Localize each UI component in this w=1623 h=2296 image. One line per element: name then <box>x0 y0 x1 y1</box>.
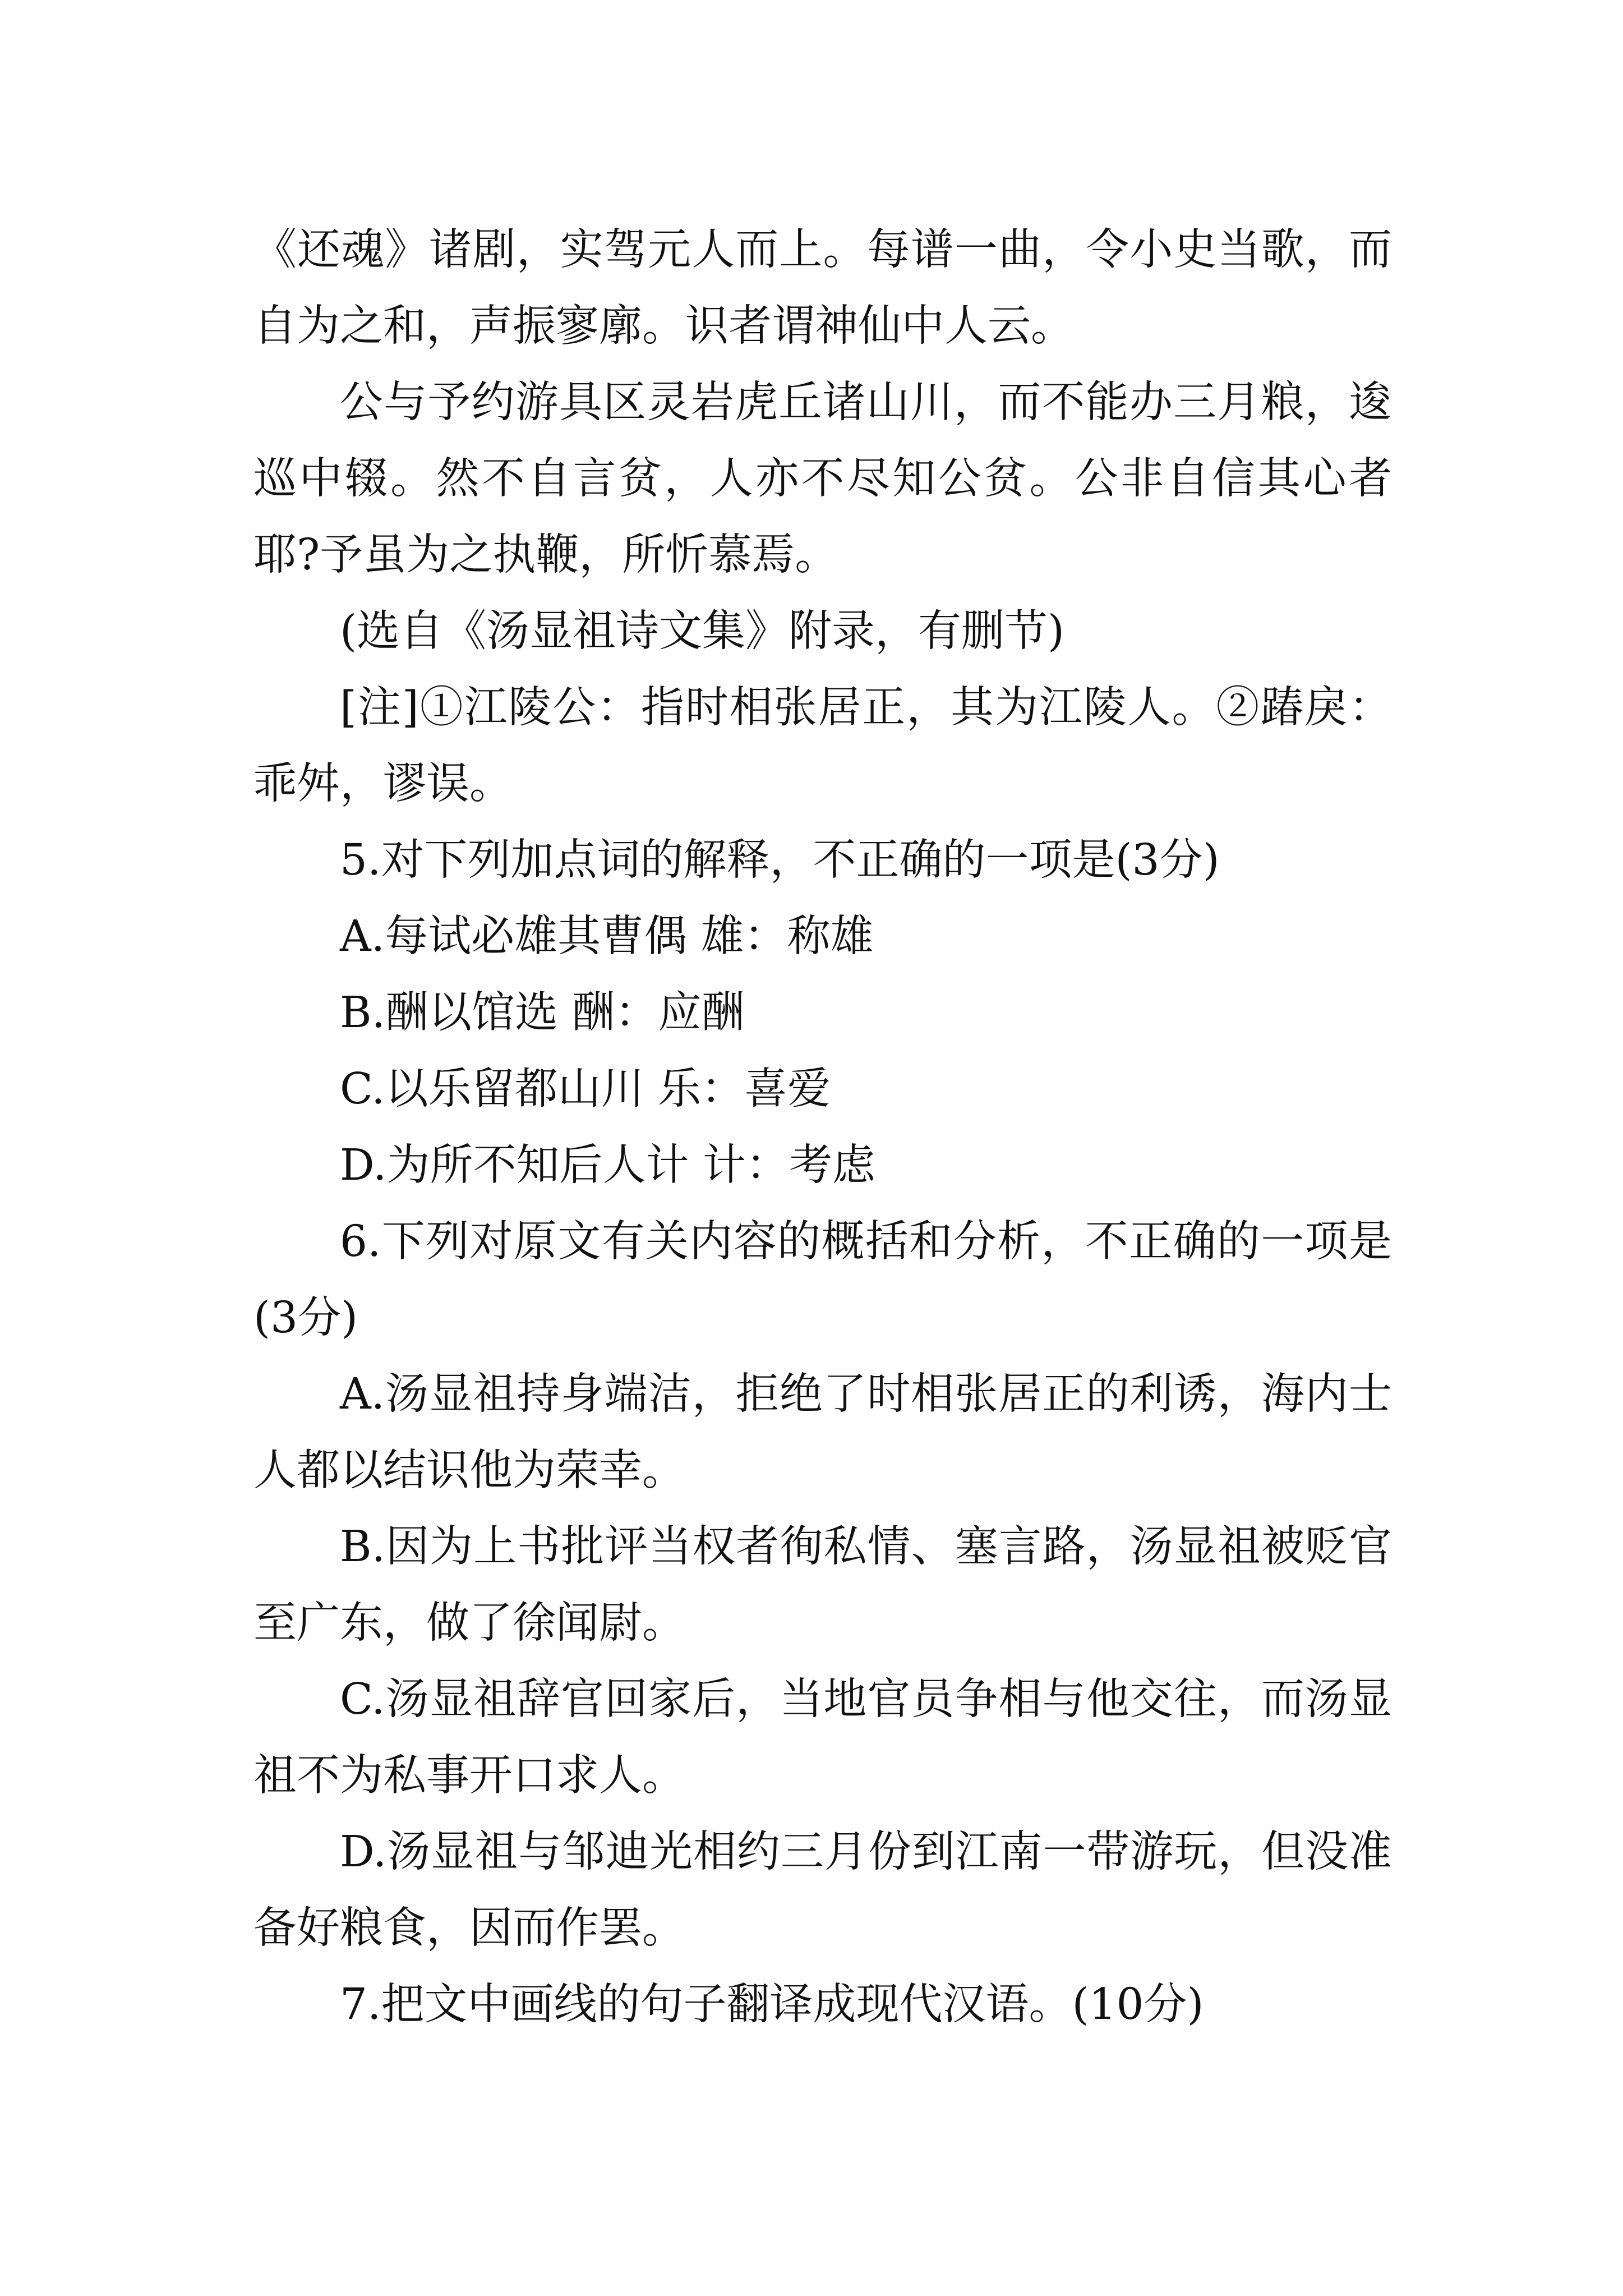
question-option: D.为所不知后人计 计：考虑 <box>340 1140 875 1190</box>
question-option: A.每试必雄其曹偶 雄：称雄 <box>340 912 874 961</box>
question-option: C.以乐留都山川 乐：喜爱 <box>340 1064 831 1114</box>
document-page <box>253 212 1392 2043</box>
question-stem: 5.对下列加点词的解释，不正确的一项是(3分) <box>340 835 1220 885</box>
annotation-note: [注]①江陵公：指时相张居正，其为江陵人。②踳戾：乖舛，谬误。 <box>253 683 1392 809</box>
question-option: D.汤显祖与邹迪光相约三月份到江南一带游玩，但没准备好粮食，因而作罢。 <box>253 1827 1392 1953</box>
passage-paragraph: 公与予约游具区灵岩虎丘诸山川，而不能办三月粮，逡巡中辍。然不自言贫，人亦不尽知公贫。公非自信其心者耶?予虽为之执鞭，所忻慕焉。 <box>253 378 1392 580</box>
question-option: B.酬以馆选 酬：应酬 <box>340 988 745 1038</box>
source-citation: (选自《汤显祖诗文集》附录，有删节) <box>340 606 1065 656</box>
question-option: A.汤显祖持身端洁，拒绝了时相张居正的利诱，海内士人都以结识他为荣幸。 <box>253 1369 1392 1496</box>
question-stem: 7.把文中画线的句子翻译成现代汉语。(10分) <box>340 1980 1204 2030</box>
question-option: B.因为上书批评当权者徇私情、塞言路，汤显祖被贬官至广东，做了徐闻尉。 <box>253 1522 1392 1648</box>
question-stem: 6.下列对原文有关内容的概括和分析，不正确的一项是(3分) <box>253 1217 1392 1343</box>
passage-paragraph: 《还魂》诸剧，实驾元人而上。每谱一曲，令小史当歌，而自为之和，声振寥廓。识者谓神仙中人云。 <box>253 225 1392 351</box>
question-option: C.汤显祖辞官回家后，当地官员争相与他交往，而汤显祖不为私事开口求人。 <box>253 1674 1392 1801</box>
